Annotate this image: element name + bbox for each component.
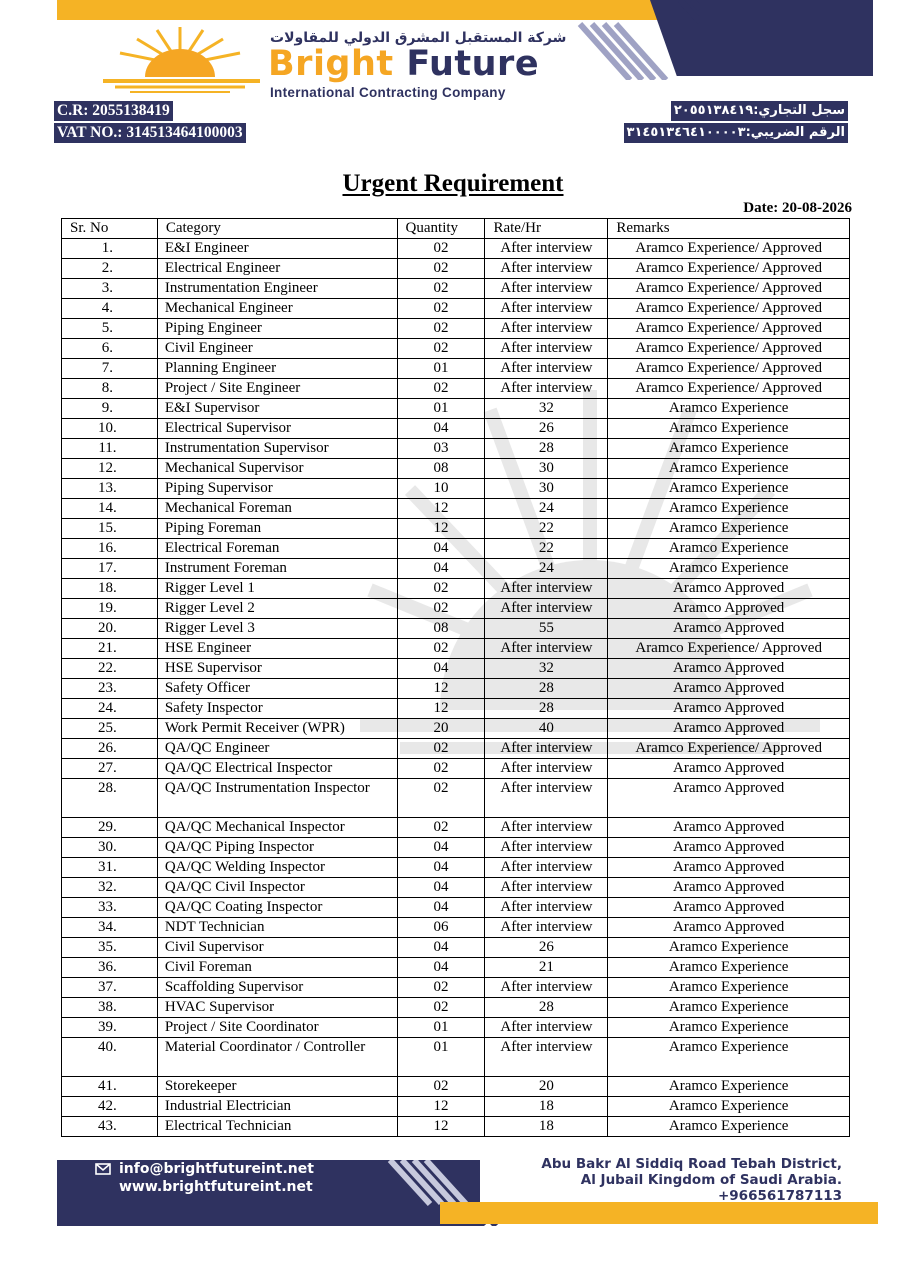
cell-quantity: 02	[397, 319, 485, 339]
footer-address	[541, 1156, 842, 1204]
cell-sr-no: 9.	[62, 399, 158, 419]
cell-remarks: Aramco Approved	[608, 619, 850, 639]
cell-remarks: Aramco Approved	[608, 759, 850, 779]
cell-category: Industrial Electrician	[157, 1097, 397, 1117]
cell-rate: After interview	[485, 379, 608, 399]
cell-quantity: 08	[397, 459, 485, 479]
cell-rate: After interview	[485, 898, 608, 918]
table-row	[62, 858, 850, 878]
cell-quantity: 10	[397, 479, 485, 499]
cell-quantity: 01	[397, 399, 485, 419]
cell-sr-no: 17.	[62, 559, 158, 579]
cell-quantity: 02	[397, 379, 485, 399]
cell-category: HSE Engineer	[157, 639, 397, 659]
cell-category: Piping Foreman	[157, 519, 397, 539]
cell-remarks: Aramco Experience/ Approved	[608, 239, 850, 259]
cell-remarks: Aramco Experience/ Approved	[608, 639, 850, 659]
cell-quantity: 06	[397, 918, 485, 938]
cell-remarks: Aramco Approved	[608, 659, 850, 679]
footer-phone: +966561787113	[717, 1188, 842, 1204]
cell-quantity: 04	[397, 938, 485, 958]
cell-quantity: 04	[397, 559, 485, 579]
column-header-rate: Rate/Hr	[485, 219, 608, 239]
cell-remarks: Aramco Experience/ Approved	[608, 359, 850, 379]
table-row	[62, 419, 850, 439]
cell-rate: After interview	[485, 739, 608, 759]
table-row	[62, 659, 850, 679]
cell-remarks: Aramco Experience	[608, 519, 850, 539]
cell-rate: 22	[485, 539, 608, 559]
cell-category: Safety Officer	[157, 679, 397, 699]
table-row	[62, 958, 850, 978]
cell-quantity: 01	[397, 1018, 485, 1038]
cell-quantity: 12	[397, 699, 485, 719]
table-row	[62, 1117, 850, 1137]
cell-rate: 55	[485, 619, 608, 639]
cell-remarks: Aramco Experience/ Approved	[608, 279, 850, 299]
table-row	[62, 639, 850, 659]
cell-remarks: Aramco Experience	[608, 1097, 850, 1117]
cell-quantity: 02	[397, 259, 485, 279]
cell-sr-no: 19.	[62, 599, 158, 619]
cell-quantity: 02	[397, 1077, 485, 1097]
cell-remarks: Aramco Experience	[608, 419, 850, 439]
cell-rate: After interview	[485, 818, 608, 838]
cell-sr-no: 14.	[62, 499, 158, 519]
cell-category: Mechanical Foreman	[157, 499, 397, 519]
cell-sr-no: 15.	[62, 519, 158, 539]
envelope-icon	[95, 1162, 111, 1176]
table-row	[62, 459, 850, 479]
cell-rate: After interview	[485, 259, 608, 279]
cell-category: Electrical Foreman	[157, 539, 397, 559]
cell-category: Project / Site Engineer	[157, 379, 397, 399]
cell-remarks: Aramco Experience/ Approved	[608, 339, 850, 359]
cell-remarks: Aramco Approved	[608, 719, 850, 739]
cell-quantity: 02	[397, 339, 485, 359]
cell-quantity: 02	[397, 239, 485, 259]
table-row	[62, 779, 850, 818]
brand-bright: Bright	[268, 44, 394, 84]
cell-category: Planning Engineer	[157, 359, 397, 379]
table-row	[62, 519, 850, 539]
cell-quantity: 04	[397, 958, 485, 978]
footer-yellow-bar	[440, 1202, 878, 1224]
sun-logo-icon	[95, 25, 265, 95]
cell-sr-no: 39.	[62, 1018, 158, 1038]
cell-category: Piping Engineer	[157, 319, 397, 339]
cell-quantity: 01	[397, 1038, 485, 1077]
cell-rate: After interview	[485, 978, 608, 998]
page-title: Urgent Requirement	[342, 170, 564, 197]
cell-sr-no: 21.	[62, 639, 158, 659]
cell-rate: After interview	[485, 1018, 608, 1038]
table-row	[62, 878, 850, 898]
cell-remarks: Aramco Experience	[608, 459, 850, 479]
cell-category: HVAC Supervisor	[157, 998, 397, 1018]
cell-sr-no: 5.	[62, 319, 158, 339]
cell-category: QA/QC Civil Inspector	[157, 878, 397, 898]
cell-quantity: 04	[397, 419, 485, 439]
cell-remarks: Aramco Approved	[608, 679, 850, 699]
cell-category: Mechanical Supervisor	[157, 459, 397, 479]
table-row	[62, 978, 850, 998]
vat-number: VAT NO.: 314513464100003	[54, 123, 246, 143]
globe-icon	[95, 1180, 111, 1194]
cell-remarks: Aramco Approved	[608, 779, 850, 818]
cell-rate: 28	[485, 679, 608, 699]
cell-rate: 28	[485, 699, 608, 719]
cell-sr-no: 11.	[62, 439, 158, 459]
cell-sr-no: 6.	[62, 339, 158, 359]
cell-quantity: 02	[397, 279, 485, 299]
cell-quantity: 03	[397, 439, 485, 459]
cell-quantity: 01	[397, 359, 485, 379]
cell-sr-no: 36.	[62, 958, 158, 978]
cell-remarks: Aramco Approved	[608, 918, 850, 938]
cell-remarks: Aramco Approved	[608, 838, 850, 858]
cell-remarks: Aramco Experience	[608, 1117, 850, 1137]
cell-rate: 28	[485, 998, 608, 1018]
cell-rate: After interview	[485, 918, 608, 938]
cell-category: Instrumentation Supervisor	[157, 439, 397, 459]
cell-rate: 20	[485, 1077, 608, 1097]
cr-number-arabic: سجل التجاري:٢٠٥٥١٣٨٤١٩	[671, 101, 848, 121]
cell-remarks: Aramco Experience	[608, 399, 850, 419]
cell-quantity: 02	[397, 579, 485, 599]
cell-category: QA/QC Instrumentation Inspector	[157, 779, 397, 818]
cell-category: QA/QC Engineer	[157, 739, 397, 759]
table-row	[62, 439, 850, 459]
cell-category: E&I Engineer	[157, 239, 397, 259]
cell-sr-no: 3.	[62, 279, 158, 299]
cell-quantity: 04	[397, 659, 485, 679]
cell-sr-no: 29.	[62, 818, 158, 838]
cell-remarks: Aramco Approved	[608, 898, 850, 918]
cell-quantity: 04	[397, 838, 485, 858]
cell-category: Work Permit Receiver (WPR)	[157, 719, 397, 739]
cell-category: Storekeeper	[157, 1077, 397, 1097]
table-row	[62, 938, 850, 958]
footer-website-link[interactable]: www.brightfutureint.net	[119, 1179, 313, 1195]
cell-sr-no: 24.	[62, 699, 158, 719]
cell-rate: After interview	[485, 878, 608, 898]
cell-quantity: 20	[397, 719, 485, 739]
table-row	[62, 339, 850, 359]
cell-sr-no: 30.	[62, 838, 158, 858]
table-row	[62, 399, 850, 419]
cell-rate: 30	[485, 459, 608, 479]
cell-category: HSE Supervisor	[157, 659, 397, 679]
table-row	[62, 1077, 850, 1097]
cell-category: Scaffolding Supervisor	[157, 978, 397, 998]
cell-rate: After interview	[485, 239, 608, 259]
table-row	[62, 898, 850, 918]
cell-rate: After interview	[485, 359, 608, 379]
table-row	[62, 319, 850, 339]
cell-category: NDT Technician	[157, 918, 397, 938]
cell-remarks: Aramco Experience	[608, 479, 850, 499]
vat-number-arabic: الرقم الضريبي:٣١٤٥١٣٤٦٤١٠٠٠٠٣	[624, 123, 848, 143]
cell-sr-no: 35.	[62, 938, 158, 958]
cell-quantity: 12	[397, 1117, 485, 1137]
table-row	[62, 719, 850, 739]
cell-category: QA/QC Piping Inspector	[157, 838, 397, 858]
cell-rate: After interview	[485, 779, 608, 818]
cell-quantity: 02	[397, 299, 485, 319]
cell-quantity: 02	[397, 978, 485, 998]
cell-rate: 32	[485, 399, 608, 419]
column-header-sr-no: Sr. No	[62, 219, 158, 239]
cell-quantity: 02	[397, 639, 485, 659]
table-row	[62, 998, 850, 1018]
cell-rate: After interview	[485, 1038, 608, 1077]
table-row	[62, 1038, 850, 1077]
table-row	[62, 279, 850, 299]
cell-rate: After interview	[485, 299, 608, 319]
cell-category: Rigger Level 1	[157, 579, 397, 599]
header-stripes	[560, 0, 700, 80]
table-row	[62, 579, 850, 599]
cell-sr-no: 43.	[62, 1117, 158, 1137]
footer-contact	[95, 1160, 314, 1196]
cell-remarks: Aramco Experience	[608, 499, 850, 519]
table-row	[62, 359, 850, 379]
cell-sr-no: 32.	[62, 878, 158, 898]
cell-remarks: Aramco Experience	[608, 1038, 850, 1077]
cell-sr-no: 33.	[62, 898, 158, 918]
cell-category: Mechanical Engineer	[157, 299, 397, 319]
cell-quantity: 12	[397, 519, 485, 539]
cell-category: E&I Supervisor	[157, 399, 397, 419]
cell-quantity: 12	[397, 1097, 485, 1117]
table-row	[62, 838, 850, 858]
cell-quantity: 02	[397, 739, 485, 759]
cell-quantity: 02	[397, 599, 485, 619]
cell-remarks: Aramco Approved	[608, 599, 850, 619]
table-row	[62, 818, 850, 838]
cell-quantity: 04	[397, 878, 485, 898]
cell-sr-no: 12.	[62, 459, 158, 479]
cell-category: Civil Supervisor	[157, 938, 397, 958]
cell-sr-no: 16.	[62, 539, 158, 559]
company-brand	[268, 44, 539, 84]
company-subtitle: International Contracting Company	[270, 85, 506, 100]
cell-category: Rigger Level 3	[157, 619, 397, 639]
table-header-row	[62, 219, 850, 239]
cell-remarks: Aramco Approved	[608, 818, 850, 838]
cell-remarks: Aramco Experience/ Approved	[608, 739, 850, 759]
cell-category: QA/QC Mechanical Inspector	[157, 818, 397, 838]
table-row	[62, 379, 850, 399]
table-row	[62, 1097, 850, 1117]
cell-sr-no: 8.	[62, 379, 158, 399]
cell-category: Instrument Foreman	[157, 559, 397, 579]
cell-sr-no: 13.	[62, 479, 158, 499]
cell-rate: After interview	[485, 858, 608, 878]
cell-category: Electrical Technician	[157, 1117, 397, 1137]
cell-remarks: Aramco Approved	[608, 699, 850, 719]
cell-category: QA/QC Coating Inspector	[157, 898, 397, 918]
cell-category: Electrical Engineer	[157, 259, 397, 279]
cell-rate: 18	[485, 1097, 608, 1117]
cell-quantity: 04	[397, 539, 485, 559]
cell-rate: After interview	[485, 838, 608, 858]
cell-sr-no: 41.	[62, 1077, 158, 1097]
cell-remarks: Aramco Experience	[608, 958, 850, 978]
cell-sr-no: 23.	[62, 679, 158, 699]
table-row	[62, 679, 850, 699]
cell-remarks: Aramco Approved	[608, 579, 850, 599]
cell-rate: 26	[485, 419, 608, 439]
cell-remarks: Aramco Experience/ Approved	[608, 299, 850, 319]
table-row	[62, 699, 850, 719]
cell-category: Instrumentation Engineer	[157, 279, 397, 299]
cell-sr-no: 28.	[62, 779, 158, 818]
cell-sr-no: 34.	[62, 918, 158, 938]
cell-sr-no: 18.	[62, 579, 158, 599]
cell-quantity: 04	[397, 898, 485, 918]
cell-rate: After interview	[485, 759, 608, 779]
cell-sr-no: 20.	[62, 619, 158, 639]
footer-email-link[interactable]: info@brightfutureint.net	[119, 1161, 314, 1177]
cell-quantity: 04	[397, 858, 485, 878]
cell-category: QA/QC Welding Inspector	[157, 858, 397, 878]
cell-rate: 40	[485, 719, 608, 739]
address-line-2: Al Jubail Kingdom of Saudi Arabia.	[580, 1172, 842, 1188]
cell-rate: After interview	[485, 639, 608, 659]
cell-rate: 28	[485, 439, 608, 459]
cell-quantity: 02	[397, 759, 485, 779]
cell-remarks: Aramco Experience	[608, 539, 850, 559]
cell-remarks: Aramco Approved	[608, 878, 850, 898]
cell-sr-no: 25.	[62, 719, 158, 739]
cell-rate: 26	[485, 938, 608, 958]
table-row	[62, 1018, 850, 1038]
cell-remarks: Aramco Experience	[608, 1077, 850, 1097]
cell-remarks: Aramco Experience/ Approved	[608, 319, 850, 339]
table-row	[62, 759, 850, 779]
cell-category: Civil Engineer	[157, 339, 397, 359]
table-row	[62, 539, 850, 559]
table-row	[62, 299, 850, 319]
cell-remarks: Aramco Experience	[608, 559, 850, 579]
brand-future: Future	[406, 44, 540, 84]
company-name-arabic: شركة المستقبل المشرق الدولي للمقاولات	[270, 30, 567, 46]
cell-remarks: Aramco Experience/ Approved	[608, 259, 850, 279]
table-row	[62, 479, 850, 499]
cell-remarks: Aramco Experience	[608, 938, 850, 958]
column-header-remarks: Remarks	[608, 219, 850, 239]
cell-rate: 32	[485, 659, 608, 679]
cell-rate: 21	[485, 958, 608, 978]
cell-category: Electrical Supervisor	[157, 419, 397, 439]
cell-category: Material Coordinator / Controller	[157, 1038, 397, 1077]
table-row	[62, 599, 850, 619]
cell-sr-no: 22.	[62, 659, 158, 679]
column-header-category: Category	[157, 219, 397, 239]
table-row	[62, 619, 850, 639]
cell-remarks: Aramco Experience	[608, 998, 850, 1018]
cell-rate: After interview	[485, 579, 608, 599]
cell-rate: 18	[485, 1117, 608, 1137]
table-row	[62, 239, 850, 259]
cell-quantity: 02	[397, 779, 485, 818]
cell-remarks: Aramco Approved	[608, 858, 850, 878]
cell-sr-no: 38.	[62, 998, 158, 1018]
cell-category: Civil Foreman	[157, 958, 397, 978]
table-row	[62, 739, 850, 759]
cell-category: QA/QC Electrical Inspector	[157, 759, 397, 779]
table-row	[62, 499, 850, 519]
cell-sr-no: 37.	[62, 978, 158, 998]
cell-quantity: 12	[397, 499, 485, 519]
cell-sr-no: 27.	[62, 759, 158, 779]
cell-rate: After interview	[485, 279, 608, 299]
cell-rate: 22	[485, 519, 608, 539]
document-date: Date: 20-08-2026	[743, 200, 852, 216]
column-header-quantity: Quantity	[397, 219, 485, 239]
cell-rate: After interview	[485, 319, 608, 339]
cell-sr-no: 40.	[62, 1038, 158, 1077]
cr-number: C.R: 2055138419	[54, 101, 173, 121]
cell-quantity: 02	[397, 998, 485, 1018]
cell-sr-no: 10.	[62, 419, 158, 439]
cell-sr-no: 4.	[62, 299, 158, 319]
cell-quantity: 12	[397, 679, 485, 699]
cell-category: Safety Inspector	[157, 699, 397, 719]
cell-sr-no: 31.	[62, 858, 158, 878]
cell-sr-no: 7.	[62, 359, 158, 379]
requirements-table	[61, 218, 850, 1137]
table-row	[62, 918, 850, 938]
cell-quantity: 02	[397, 818, 485, 838]
cell-rate: After interview	[485, 339, 608, 359]
address-line-1: Abu Bakr Al Siddiq Road Tebah District,	[541, 1156, 842, 1172]
cell-remarks: Aramco Experience/ Approved	[608, 379, 850, 399]
cell-category: Project / Site Coordinator	[157, 1018, 397, 1038]
cell-rate: 24	[485, 499, 608, 519]
table-row	[62, 259, 850, 279]
cell-rate: 24	[485, 559, 608, 579]
cell-remarks: Aramco Experience	[608, 978, 850, 998]
cell-rate: After interview	[485, 599, 608, 619]
cell-category: Piping Supervisor	[157, 479, 397, 499]
cell-sr-no: 26.	[62, 739, 158, 759]
cell-rate: 30	[485, 479, 608, 499]
cell-quantity: 08	[397, 619, 485, 639]
cell-category: Rigger Level 2	[157, 599, 397, 619]
cell-sr-no: 1.	[62, 239, 158, 259]
cell-remarks: Aramco Experience	[608, 1018, 850, 1038]
cell-remarks: Aramco Experience	[608, 439, 850, 459]
table-row	[62, 559, 850, 579]
cell-sr-no: 2.	[62, 259, 158, 279]
cell-sr-no: 42.	[62, 1097, 158, 1117]
